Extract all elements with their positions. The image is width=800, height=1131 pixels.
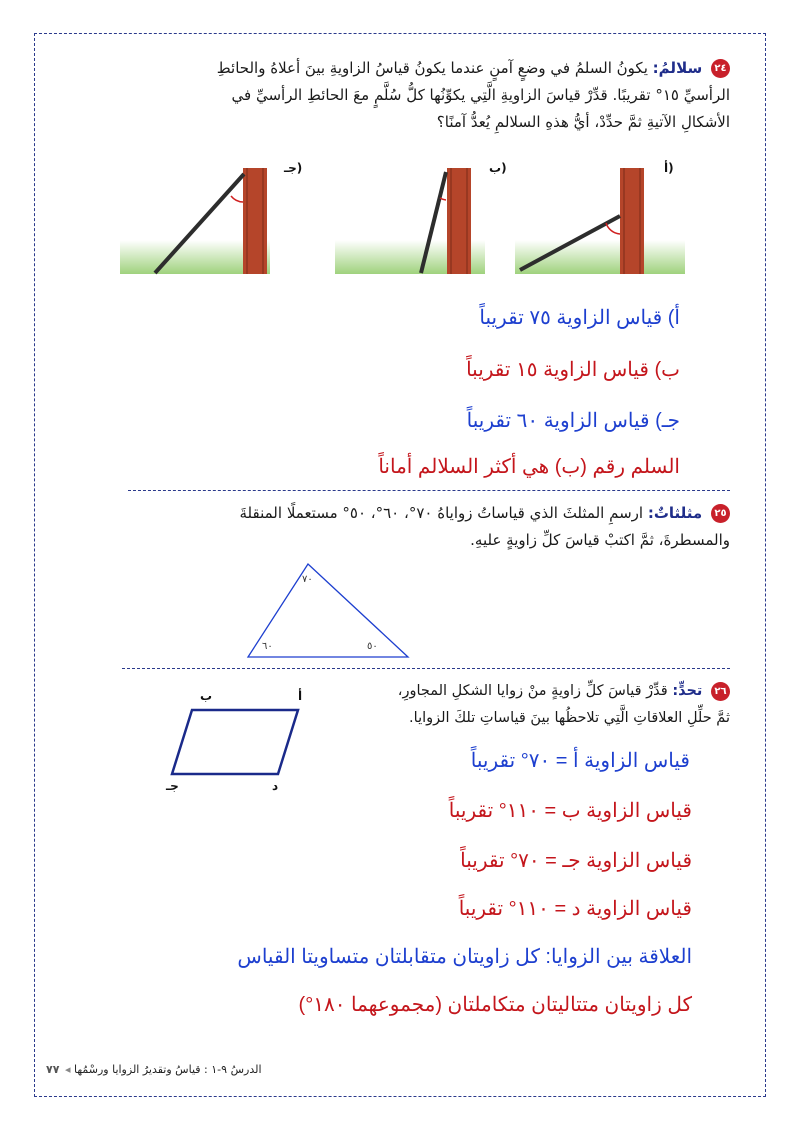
triangle-angle-left: ٦٠ xyxy=(262,641,273,652)
answer-24-conclusion: السلم رقم (ب) هي أكثر السلالم أماناً xyxy=(378,456,680,478)
answer-24-b: ب) قياس الزاوية ١٥ تقريباً xyxy=(466,359,680,381)
page-footer xyxy=(46,1063,262,1076)
lesson-title: الدرسُ ٩-١ : قياسُ وتقديرُ الزوايا ورسْمُها xyxy=(73,1063,262,1076)
section-divider xyxy=(128,490,730,491)
ladder-figures xyxy=(120,160,685,278)
ladder-figure-a xyxy=(515,168,685,274)
question-number-badge: ٢٥ xyxy=(711,504,730,523)
triangle-angle-right: ٥٠ xyxy=(367,641,378,652)
question-label: سلالمُ: xyxy=(652,59,703,77)
question-25-line-2: والمسطرةَ، ثمَّ اكتبْ قياسَ كلِّ زاويةٍ عليهِ. xyxy=(470,531,730,549)
question-label: تحدٍّ: xyxy=(672,683,703,699)
answer-26-angle-d: قياس الزاوية د = ١١٠° تقريباً xyxy=(458,898,692,920)
vertex-label-c: جـ xyxy=(166,779,179,793)
question-24-line-2: الرأسيِّ ١٥° تقريبًا. قدِّرْ قياسَ الزاويةِ الَّتِي يكوِّنُها كلُّ سُلَّمٍ معَ الحائطِ الرأسيِّ في xyxy=(231,86,730,104)
question-24-line-1 xyxy=(120,55,730,82)
question-26-line-1 xyxy=(300,678,730,705)
page-number: ٧٧ xyxy=(46,1063,60,1076)
question-24-line-3: الأشكالِ الآتيةِ ثمَّ حدِّدْ، أيُّ هذهِ السلالمِ يُعدُّ آمنًا؟ xyxy=(436,113,730,131)
footer-separator-icon: ◂ xyxy=(64,1063,71,1076)
vertex-label-a: أ xyxy=(298,689,303,703)
figure-label-a: أ) xyxy=(664,161,674,175)
answer-26-angle-b: قياس الزاوية ب = ١١٠° تقريباً xyxy=(448,800,692,822)
parallelogram-figure xyxy=(160,700,310,780)
question-26 xyxy=(300,678,730,732)
figure-label-b: ب) xyxy=(489,161,507,175)
question-text: ارسمِ المثلثَ الذي قياساتُ زواياهُ ٧٠°، ٦٠°، ٥٠° مستعملًا المنقلةَ xyxy=(239,504,644,522)
question-label: مثلثاتٌ: xyxy=(647,504,703,522)
question-number-badge: ٢٦ xyxy=(711,682,730,701)
vertex-label-b: ب xyxy=(200,689,213,703)
answer-26-angle-a: قياس الزاوية أ = ٧٠° تقريباً xyxy=(470,750,690,772)
question-25-line-1 xyxy=(120,500,730,527)
figure-label-c: جـ) xyxy=(284,161,303,175)
question-number-badge: ٢٤ xyxy=(711,59,730,78)
question-25 xyxy=(120,500,730,554)
ladder-figure-b xyxy=(335,168,485,274)
answer-24-c: جـ) قياس الزاوية ٦٠ تقريباً xyxy=(466,410,680,432)
question-text: يكونُ السلمُ في وضعٍ آمنٍ عندما يكونُ قياسُ الزاويةِ بينَ أعلاهُ والحائطِ xyxy=(216,59,648,77)
question-text: قدِّرْ قياسَ كلِّ زاويةٍ منْ زوايا الشكلِ المجاورِ، xyxy=(397,683,668,699)
section-divider xyxy=(122,668,730,669)
answer-24-a: أ) قياس الزاوية ٧٥ تقريباً xyxy=(479,307,680,329)
vertex-label-d: د xyxy=(272,779,279,793)
question-24 xyxy=(120,55,730,136)
answer-26-relation-1: العلاقة بين الزوايا: كل زاويتان متقابلتان متساويتا القياس xyxy=(237,946,692,968)
question-26-line-2: ثمَّ حلِّلِ العلاقاتِ الَّتِي تلاحظُها بينَ قياساتِ تلكَ الزوايا. xyxy=(409,710,730,726)
triangle-angle-top: ٧٠ xyxy=(302,574,313,585)
ladder-figure-c xyxy=(120,168,270,274)
answer-26-relation-2: كل زاويتان متتاليتان متكاملتان (مجموعهما ١٨٠°) xyxy=(298,994,692,1016)
answer-26-angle-c: قياس الزاوية جـ = ٧٠° تقريباً xyxy=(460,850,692,872)
